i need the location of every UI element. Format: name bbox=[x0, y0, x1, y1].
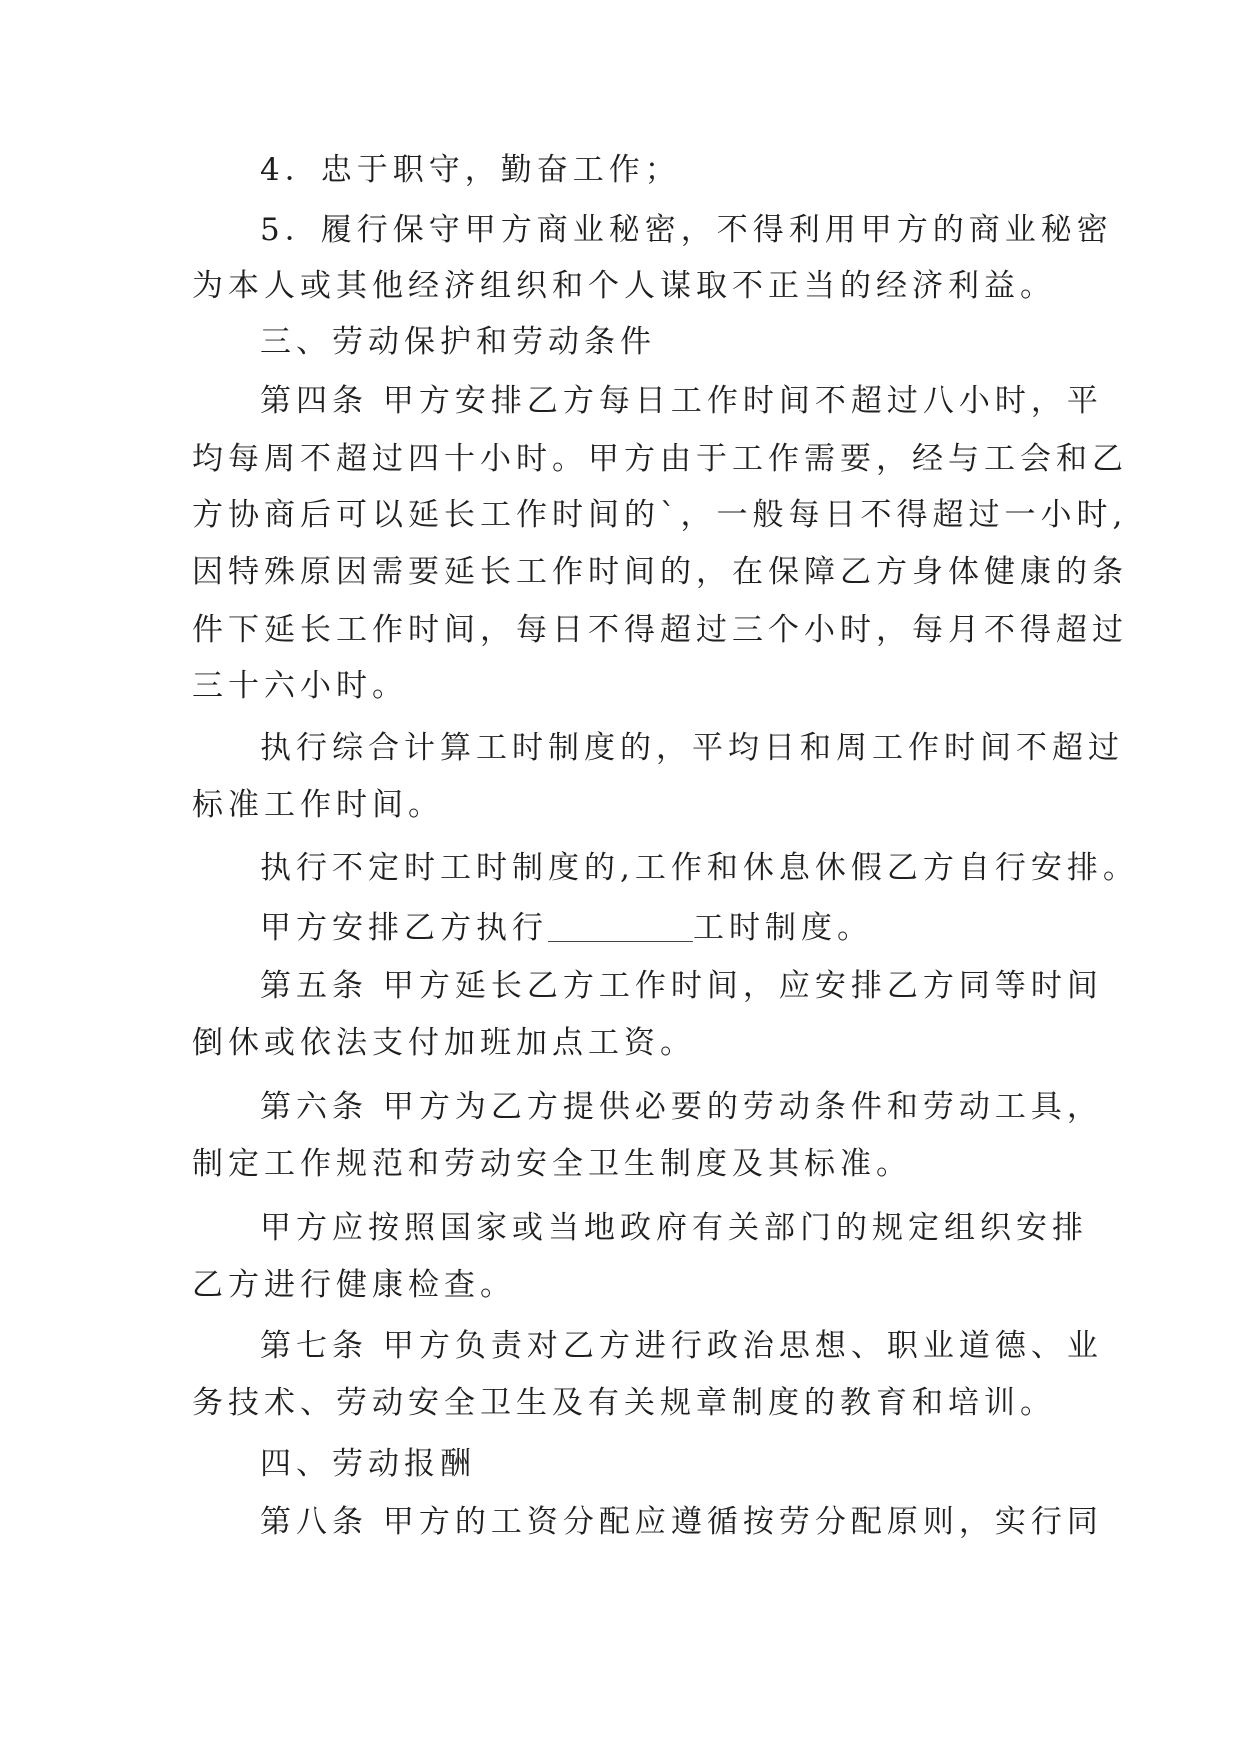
article-4-line-3: 方协商后可以延长工作时间的`，一般每日不得超过一小时, bbox=[192, 497, 1128, 533]
article-7-line-2: 务技术、劳动安全卫生及有关规章制度的教育和培训。 bbox=[192, 1385, 1056, 1421]
comprehensive-hours-line-2: 标准工作时间。 bbox=[192, 787, 444, 823]
section-4-heading: 四、劳动报酬 bbox=[260, 1446, 476, 1482]
health-check-line-1: 甲方应按照国家或当地政府有关部门的规定组织安排 bbox=[260, 1210, 1088, 1246]
health-check-line-2: 乙方进行健康检查。 bbox=[192, 1267, 516, 1303]
item-5-line-1: 5．履行保守甲方商业秘密，不得利用甲方的商业秘密 bbox=[260, 212, 1113, 248]
work-hour-system-suffix: 工时制度。 bbox=[693, 910, 873, 946]
article-8-line-1: 第八条 甲方的工资分配应遵循按劳分配原则，实行同 bbox=[260, 1504, 1103, 1540]
work-hour-system-prefix: 甲方安排乙方执行 bbox=[260, 910, 548, 946]
article-6-line-2: 制定工作规范和劳动安全卫生制度及其标准。 bbox=[192, 1146, 912, 1182]
work-hour-system-blank bbox=[548, 909, 693, 942]
article-7-line-1: 第七条 甲方负责对乙方进行政治思想、职业道德、业 bbox=[260, 1328, 1103, 1364]
article-4-line-2: 均每周不超过四十小时。甲方由于工作需要，经与工会和乙 bbox=[192, 441, 1128, 477]
article-5-line-1: 第五条 甲方延长乙方工作时间，应安排乙方同等时间 bbox=[260, 968, 1103, 1004]
flexible-hours-line: 执行不定时工时制度的,工作和休息休假乙方自行安排。 bbox=[260, 850, 1139, 886]
article-4-line-1: 第四条 甲方安排乙方每日工作时间不超过八小时，平 bbox=[260, 383, 1103, 419]
article-5-line-2: 倒休或依法支付加班加点工资。 bbox=[192, 1025, 696, 1061]
work-hour-system-line bbox=[260, 908, 873, 948]
section-3-heading: 三、劳动保护和劳动条件 bbox=[260, 324, 656, 360]
article-6-line-1: 第六条 甲方为乙方提供必要的劳动条件和劳动工具， bbox=[260, 1089, 1103, 1125]
article-4-line-4: 因特殊原因需要延长工作时间的，在保障乙方身体健康的条 bbox=[192, 554, 1128, 590]
item-4-line: 4．忠于职守，勤奋工作； bbox=[260, 152, 681, 188]
article-4-line-6: 三十六小时。 bbox=[192, 668, 408, 704]
comprehensive-hours-line-1: 执行综合计算工时制度的，平均日和周工作时间不超过 bbox=[260, 730, 1124, 766]
item-5-line-2: 为本人或其他经济组织和个人谋取不正当的经济利益。 bbox=[192, 268, 1056, 304]
article-4-line-5: 件下延长工作时间，每日不得超过三个小时，每月不得超过 bbox=[192, 612, 1128, 648]
